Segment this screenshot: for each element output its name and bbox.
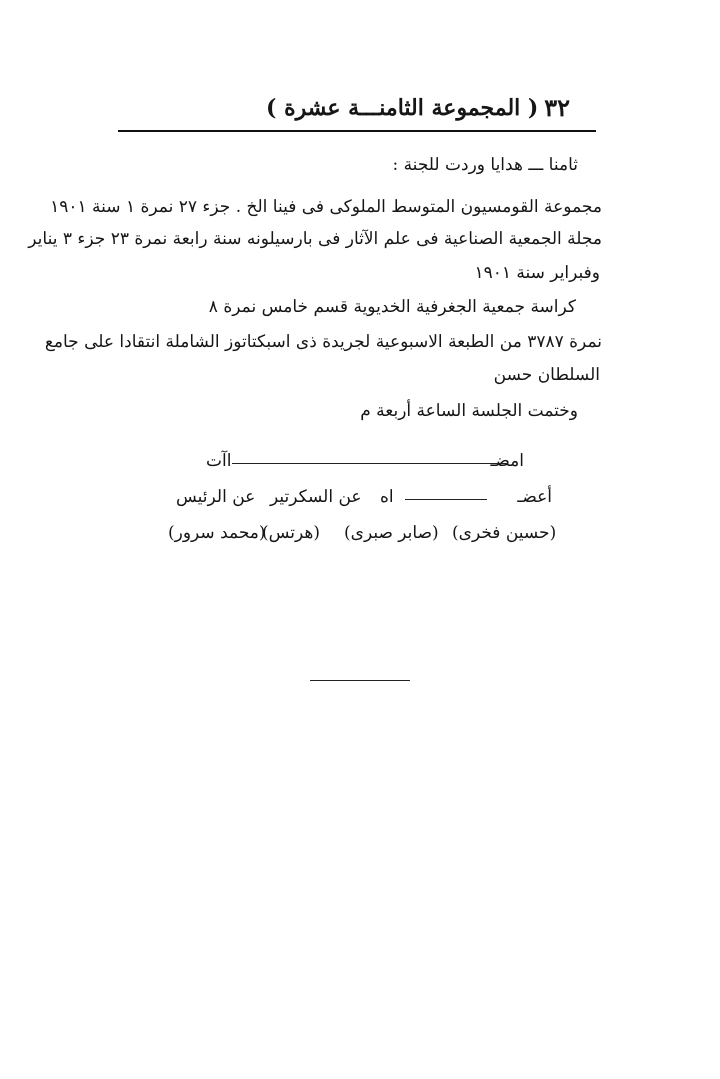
signatures-label: امضـ <box>490 451 524 471</box>
section-heading: ثامنا ـــ هدايا وردت للجنة : <box>392 155 578 175</box>
text-line: مجلة الجمعية الصناعية فى علم الآثار فى بارسيلونه سنة رابعة نمرة ٢٣ جزء ٣ يناير <box>28 229 602 249</box>
members-label: أعضـ <box>517 487 552 507</box>
closing-line: وختمت الجلسة الساعة أربعة م <box>360 401 578 421</box>
signatory-name: (صابر صبرى) <box>344 523 439 543</box>
signatures-label-end: اآت <box>206 451 232 471</box>
text-line: وفبراير سنة ١٩٠١ <box>474 263 600 283</box>
signatory-name: (هرتس) <box>262 523 321 543</box>
running-head <box>118 92 598 132</box>
text-line: كراسة جمعية الجغرفية الخديوية قسم خامس نمرة ٨ <box>208 297 576 317</box>
page-number: ٣٢ <box>544 93 570 122</box>
text-line: مجموعة القومسيون المتوسط الملوكى فى فينا الخ . جزء ٢٧ نمرة ١ سنة ١٩٠١ <box>50 197 602 217</box>
members-dash-line <box>405 499 487 500</box>
president-label: عن الرئيس <box>176 487 256 507</box>
text-line: نمرة ٣٧٨٧ من الطبعة الاسبوعية لجريدة ذى اسبكتاتوز الشاملة انتقادا على جامع <box>44 332 602 352</box>
signatory-name: (محمد سرور) <box>168 523 266 543</box>
signatory-name: (حسين فخرى) <box>452 523 557 543</box>
secretary-label: عن السكرتير <box>270 487 362 507</box>
text-line: السلطان حسن <box>493 365 600 385</box>
end-rule <box>310 680 410 681</box>
running-title: ( المجموعة الثامنـــة عشرة ) <box>266 95 539 121</box>
signature-dash-line <box>232 463 508 464</box>
members-label-end: اه <box>380 487 394 507</box>
header-rule <box>118 130 596 132</box>
